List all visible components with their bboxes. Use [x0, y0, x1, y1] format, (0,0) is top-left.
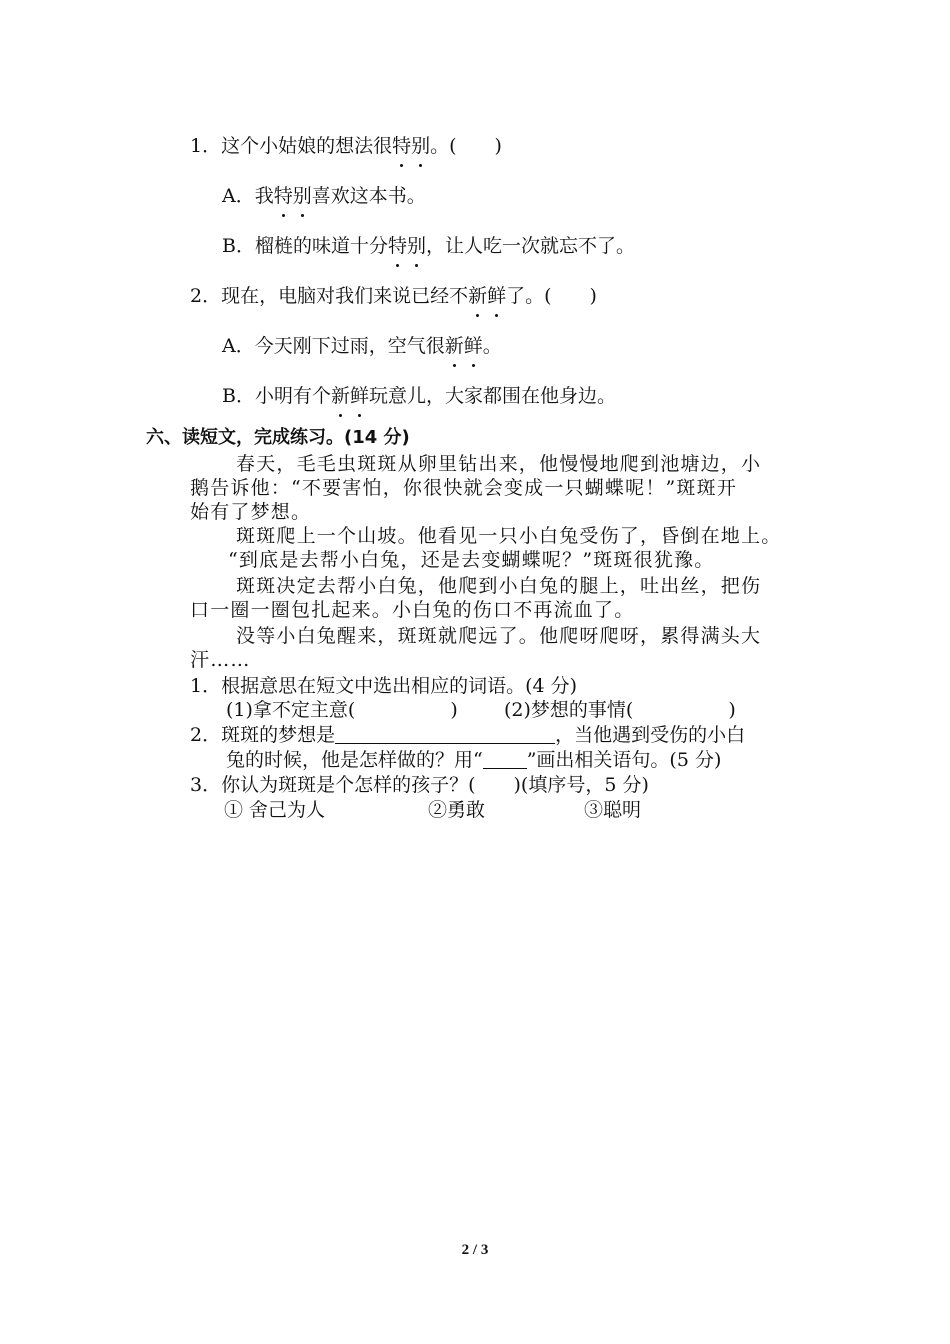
dotted-char: 新: [468, 285, 488, 307]
story-line: “到底是去帮小白兔，还是去变蝴蝶呢？”斑斑很犹豫。: [228, 549, 715, 571]
q1-option-b: [222, 234, 635, 258]
question-2-text: 兔的时候，他是怎样做的？用“: [226, 749, 483, 771]
question-2-text: ，当他遇到受伤的小白: [555, 724, 746, 746]
dotted-char: 别: [292, 185, 312, 207]
option-label: A．: [222, 185, 255, 207]
dotted-char: 鲜: [463, 335, 483, 357]
dotted-char: 新: [330, 385, 350, 407]
story-line: 春天，毛毛虫斑斑从卵里钻出来，他慢慢地爬到池塘边，小: [236, 453, 762, 475]
option-text: 玩意儿，大家都围在他身边。: [369, 385, 617, 407]
question-3: 3．你认为斑斑是个怎样的孩子？( )(填序号，5 分): [190, 774, 649, 796]
story-line: 汗……: [190, 649, 251, 671]
question-2: [190, 723, 745, 747]
question-3-option-2[interactable]: ②勇敢: [428, 799, 486, 821]
dotted-char: 别: [411, 135, 431, 157]
q2-answer-blank[interactable]: 了。( ): [506, 285, 597, 307]
dotted-char: 新: [444, 335, 464, 357]
q2-text: 现在，电脑对我们来说已经不: [221, 285, 469, 307]
q2-stem: [190, 284, 597, 308]
option-label: A．: [222, 335, 255, 357]
story-line: 鹅告诉他：“不要害怕，你很快就会变成一只蝴蝶呢！”斑斑开: [190, 477, 738, 499]
option-label: B．: [222, 385, 255, 407]
dotted-char: 别: [407, 235, 427, 257]
question-3-option-1[interactable]: ① 舍己为人: [224, 799, 326, 821]
dotted-char: 特: [273, 185, 293, 207]
option-text: 小明有个: [254, 385, 331, 407]
story-line: 斑斑爬上一个山坡。他看见一只小白兔受伤了，昏倒在地上。: [236, 525, 782, 547]
option-text: 我: [254, 185, 274, 207]
question-2-text: 2．斑斑的梦想是: [190, 724, 336, 746]
option-label: B．: [222, 235, 255, 257]
q2-number: 2．: [190, 285, 222, 307]
option-text: ，让人吃一次就忘不了。: [426, 235, 636, 257]
question-2-cont: [226, 748, 721, 772]
dotted-char: 鲜: [350, 385, 370, 407]
question-1: 1．根据意思在短文中选出相应的词语。(4 分): [190, 675, 578, 697]
q1-option-a: [222, 184, 426, 208]
option-text: 。: [482, 335, 502, 357]
underline-sample: [483, 750, 527, 769]
q2-option-a: [222, 334, 502, 358]
question-2-text: ”画出相关语句。(5 分): [526, 749, 722, 771]
question-3-option-3[interactable]: ③聪明: [584, 799, 642, 821]
question-1-sub-1[interactable]: (1)拿不定主意( ): [226, 699, 458, 721]
q1-number: 1．: [190, 135, 222, 157]
q1-stem: [190, 134, 502, 158]
q1-answer-blank[interactable]: 。( ): [430, 135, 502, 157]
dotted-char: 特: [387, 235, 407, 257]
story-line: 口一圈一圈包扎起来。小白兔的伤口不再流血了。: [190, 599, 635, 621]
q2-option-b: [222, 384, 616, 408]
story-line: 斑斑决定去帮小白兔，他爬到小白兔的腿上，吐出丝，把伤: [236, 575, 762, 597]
option-text: 喜欢这本书。: [311, 185, 426, 207]
answer-blank[interactable]: [335, 725, 555, 744]
option-text: 榴梿的味道十分: [254, 235, 388, 257]
section-heading: 六、读短文，完成练习。(14 分): [146, 427, 410, 448]
q1-text: 这个小姑娘的想法很: [221, 135, 393, 157]
question-1-sub-2[interactable]: (2)梦想的事情( ): [504, 699, 736, 721]
story-line: 始有了梦想。: [190, 501, 312, 523]
story-line: 没等小白兔醒来，斑斑就爬远了。他爬呀爬呀，累得满头大: [236, 625, 762, 647]
option-text: 今天刚下过雨，空气很: [254, 335, 445, 357]
dotted-char: 特: [392, 135, 412, 157]
page-number: 2 / 3: [461, 1242, 489, 1258]
dotted-char: 鲜: [487, 285, 507, 307]
